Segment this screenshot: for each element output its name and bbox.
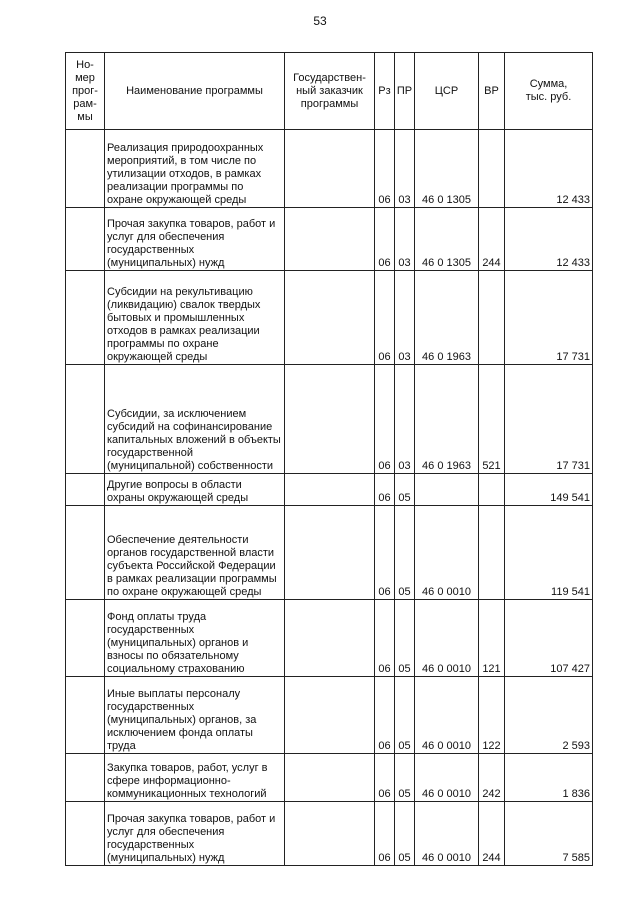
- cell-csr: 46 0 0010: [415, 677, 479, 754]
- cell-csr: 46 0 1963: [415, 271, 479, 365]
- cell-vr: 242: [479, 754, 505, 802]
- header-sum-text: Сумма, тыс. руб.: [525, 78, 572, 103]
- cell-pr: 05: [395, 600, 415, 677]
- cell-rz: 06: [375, 802, 395, 866]
- cell-program-number: [66, 365, 105, 474]
- table-row: [66, 130, 593, 208]
- cell-csr: 46 0 1963: [415, 365, 479, 474]
- cell-pr: 05: [395, 677, 415, 754]
- cell-sum: 17 731: [505, 271, 593, 365]
- program-name-text: Прочая закупка товаров, работ и услуг для обеспечения государственных (муниципальных) нужд: [107, 813, 276, 864]
- cell-rz: 06: [375, 754, 395, 802]
- cell-csr: 46 0 1305: [415, 130, 479, 208]
- header-program-number-text: Но- мер прог- рам- мы: [72, 58, 98, 123]
- cell-program-name: [105, 754, 285, 802]
- cell-csr: 46 0 0010: [415, 600, 479, 677]
- cell-vr: 121: [479, 600, 505, 677]
- table-row: [66, 506, 593, 600]
- budget-table: [65, 52, 593, 866]
- cell-program-name: [105, 474, 285, 506]
- header-csr: [415, 53, 479, 130]
- table-row: [66, 474, 593, 506]
- cell-program-name: [105, 677, 285, 754]
- cell-vr: 244: [479, 802, 505, 866]
- cell-customer: [285, 754, 375, 802]
- cell-rz: 06: [375, 208, 395, 271]
- program-name-text: Субсидии, за исключением субсидий на софинансирование капитальных вложений в объекты государственной (муниципальной) собственности: [107, 408, 281, 472]
- cell-program-name: [105, 365, 285, 474]
- cell-rz: 06: [375, 677, 395, 754]
- cell-sum: 149 541: [505, 474, 593, 506]
- program-name-text: Обеспечение деятельности органов государственной власти субъекта Российской Федерации в рамках реализации программы по охране окружающей среды: [107, 534, 277, 598]
- table-row: [66, 677, 593, 754]
- cell-program-number: [66, 802, 105, 866]
- table-row: [66, 365, 593, 474]
- cell-program-name: [105, 271, 285, 365]
- cell-csr: 46 0 0010: [415, 802, 479, 866]
- program-name-text: Другие вопросы в области охраны окружающей среды: [107, 479, 249, 504]
- cell-rz: 06: [375, 130, 395, 208]
- cell-customer: [285, 802, 375, 866]
- cell-vr: 244: [479, 208, 505, 271]
- cell-sum: 1 836: [505, 754, 593, 802]
- cell-customer: [285, 271, 375, 365]
- cell-rz: 06: [375, 365, 395, 474]
- cell-program-number: [66, 474, 105, 506]
- cell-csr: 46 0 0010: [415, 754, 479, 802]
- cell-program-number: [66, 754, 105, 802]
- cell-program-name: [105, 600, 285, 677]
- table-header-row: [66, 53, 593, 130]
- cell-pr: 05: [395, 802, 415, 866]
- cell-customer: [285, 208, 375, 271]
- cell-pr: 03: [395, 130, 415, 208]
- cell-program-number: [66, 600, 105, 677]
- header-program-name-text: Наименование программы: [126, 84, 263, 97]
- header-vr-text: ВР: [484, 84, 499, 97]
- cell-customer: [285, 677, 375, 754]
- cell-program-name: [105, 130, 285, 208]
- table-row: [66, 754, 593, 802]
- cell-rz: 06: [375, 271, 395, 365]
- table-row: [66, 802, 593, 866]
- program-name-text: Субсидии на рекультивацию (ликвидацию) свалок твердых бытовых и промышленных отходов в рамках реализации программы по охране окружающей среды: [107, 286, 261, 363]
- header-program-number: [66, 53, 105, 130]
- header-customer: [285, 53, 375, 130]
- cell-sum: 107 427: [505, 600, 593, 677]
- cell-program-name: [105, 802, 285, 866]
- header-csr-text: ЦСР: [434, 84, 459, 97]
- cell-sum: 119 541: [505, 506, 593, 600]
- cell-pr: 05: [395, 506, 415, 600]
- cell-program-name: [105, 506, 285, 600]
- cell-csr: [415, 474, 479, 506]
- program-name-text: Закупка товаров, работ, услуг в сфере информационно-коммуникационных технологий: [107, 762, 268, 800]
- cell-rz: 06: [375, 506, 395, 600]
- header-sum: [505, 53, 593, 130]
- header-customer-text: Государствен- ный заказчик программы: [293, 71, 366, 110]
- cell-rz: 06: [375, 474, 395, 506]
- page-number: 53: [313, 14, 327, 28]
- cell-rz: 06: [375, 600, 395, 677]
- header-pr-text: ПР: [396, 84, 413, 97]
- table-row: [66, 271, 593, 365]
- cell-sum: 17 731: [505, 365, 593, 474]
- cell-pr: 03: [395, 271, 415, 365]
- cell-vr: [479, 506, 505, 600]
- table-row: [66, 600, 593, 677]
- table-row: [66, 208, 593, 271]
- program-name-text: Фонд оплаты труда государственных (муниципальных) органов и взносы по обязательному социальному страхованию: [107, 611, 249, 675]
- header-rz: [375, 53, 395, 130]
- cell-sum: 12 433: [505, 130, 593, 208]
- header-rz-text: Рз: [378, 84, 391, 97]
- cell-customer: [285, 474, 375, 506]
- cell-pr: 05: [395, 474, 415, 506]
- cell-vr: 122: [479, 677, 505, 754]
- cell-program-number: [66, 677, 105, 754]
- program-name-text: Иные выплаты персоналу государственных (муниципальных) органов, за исключением фонда оплаты труда: [107, 688, 257, 752]
- header-pr: [395, 53, 415, 130]
- cell-customer: [285, 130, 375, 208]
- cell-vr: [479, 130, 505, 208]
- cell-program-name: [105, 208, 285, 271]
- cell-pr: 05: [395, 754, 415, 802]
- cell-customer: [285, 506, 375, 600]
- program-name-text: Реализация природоохранных мероприятий, в том числе по утилизации отходов, в рамках реализации программы по охране окружающей среды: [107, 142, 264, 206]
- header-vr: [479, 53, 505, 130]
- cell-program-number: [66, 271, 105, 365]
- cell-sum: 12 433: [505, 208, 593, 271]
- cell-vr: [479, 271, 505, 365]
- cell-customer: [285, 365, 375, 474]
- cell-program-number: [66, 130, 105, 208]
- cell-sum: 2 593: [505, 677, 593, 754]
- cell-vr: [479, 474, 505, 506]
- cell-pr: 03: [395, 208, 415, 271]
- cell-csr: 46 0 1305: [415, 208, 479, 271]
- cell-sum: 7 585: [505, 802, 593, 866]
- cell-vr: 521: [479, 365, 505, 474]
- cell-csr: 46 0 0010: [415, 506, 479, 600]
- cell-customer: [285, 600, 375, 677]
- cell-program-number: [66, 506, 105, 600]
- cell-program-number: [66, 208, 105, 271]
- cell-pr: 03: [395, 365, 415, 474]
- header-program-name: [105, 53, 285, 130]
- program-name-text: Прочая закупка товаров, работ и услуг для обеспечения государственных (муниципальных) нужд: [107, 218, 276, 269]
